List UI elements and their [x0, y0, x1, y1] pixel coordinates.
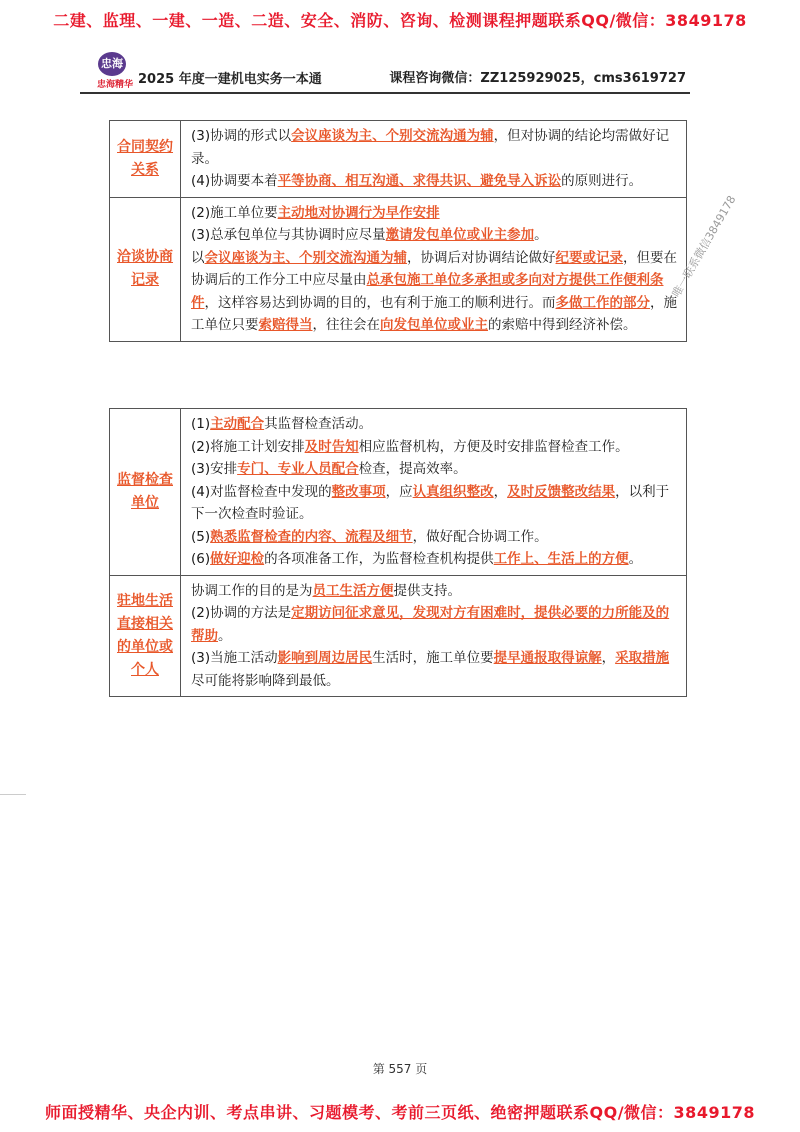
text-run: ，但对协调的结论均需做好记录。: [191, 128, 670, 167]
highlighted-phrase: 多做工作的部分: [555, 294, 650, 311]
content-paragraph: [191, 647, 678, 692]
content-paragraph: [191, 413, 678, 436]
page-number: 第 557 页: [372, 1062, 428, 1076]
book-title: 2025 年度一建机电实务一本通: [138, 72, 322, 87]
table-1-body: [110, 121, 687, 342]
text-run: ，这样容易达到协调的目的，也有利于施工的顺利进行。而: [204, 294, 556, 311]
highlighted-phrase: 邀请发包单位或业主参加: [385, 227, 535, 243]
table-row: [110, 197, 687, 341]
text-run: (5): [191, 528, 211, 545]
row-content: [181, 121, 687, 198]
highlighted-phrase: 向发包单位或业主: [380, 317, 488, 333]
page-header: [80, 52, 690, 94]
coordination-table-1: [109, 120, 687, 342]
text-run: ，应: [385, 483, 413, 500]
row-category: 监督检查单位: [110, 409, 181, 576]
content-paragraph: [191, 170, 678, 193]
text-run: 检查，提高效率。: [358, 461, 467, 477]
highlighted-phrase: 提早通报取得谅解: [493, 650, 602, 666]
text-run: ，: [601, 650, 616, 666]
text-run: 的原则进行。: [561, 173, 643, 189]
content-paragraph: [191, 602, 678, 647]
text-run: ，协调后对协调结论做好: [407, 249, 556, 266]
coordination-table-2: [109, 408, 687, 697]
text-run: 。: [534, 227, 548, 243]
highlighted-phrase: 主动配合: [210, 416, 265, 432]
highlighted-phrase: 会议座谈为主、个别交流沟通为辅: [204, 249, 407, 266]
content-paragraph: [191, 224, 678, 247]
highlighted-phrase: 平等协商、相互沟通、求得共识、避免导入诉讼: [277, 173, 562, 189]
highlighted-phrase: 会议座谈为主、个别交流沟通为辅: [291, 128, 494, 144]
text-run: 协调工作的目的是为: [191, 582, 313, 599]
content-paragraph: [191, 526, 678, 549]
logo-mark: 忠海: [98, 52, 126, 76]
logo-brand: 忠海精华: [96, 80, 133, 90]
table-2-body: [110, 409, 687, 697]
text-run: 。: [218, 627, 232, 644]
row-content: [181, 409, 687, 576]
text-run: (6): [191, 551, 211, 567]
highlighted-phrase: 员工生活方便: [312, 582, 394, 599]
highlighted-phrase: 做好迎检: [210, 551, 265, 567]
top-ad-banner: 二建、监理、一建、一造、二造、安全、消防、咨询、检测课程押题联系QQ/微信：3849178: [53, 11, 747, 30]
text-run: 的各项准备工作，为监督检查机构提供: [264, 551, 494, 567]
text-run: ，以利于下一次检查时验证。: [191, 483, 670, 522]
content-paragraph: [191, 436, 678, 459]
text-run: 以: [191, 249, 205, 266]
row-category: 洽谈协商记录: [110, 197, 181, 341]
highlighted-phrase: 认真组织整改: [412, 483, 494, 500]
margin-mark: [0, 794, 26, 795]
content-paragraph: [191, 548, 678, 571]
text-run: (1): [191, 416, 211, 432]
highlighted-phrase: 采取措施: [615, 650, 670, 666]
content-paragraph: [191, 580, 678, 603]
row-content: [181, 575, 687, 697]
bottom-ad-banner: 师面授精华、央企内训、考点串讲、习题模考、考前三页纸、绝密押题联系QQ/微信：3849178: [45, 1103, 755, 1122]
highlighted-phrase: 熟悉监督检查的内容、流程及细节: [210, 528, 413, 545]
highlighted-phrase: 及时反馈整改结果: [507, 483, 616, 500]
text-run: 生活时，施工单位要: [372, 650, 494, 666]
highlighted-phrase: 整改事项: [331, 483, 386, 500]
table-row: [110, 121, 687, 198]
text-run: 相应监督机构，方便及时安排监督检查工作。: [358, 438, 629, 455]
row-category: 驻地生活直接相关的单位或个人: [110, 575, 181, 697]
content-paragraph: [191, 202, 678, 225]
content-paragraph: [191, 247, 678, 337]
highlighted-phrase: 工作上、生活上的方便: [493, 551, 629, 567]
highlighted-phrase: 总承包施工单位多承担或多向对方提供工作便利条件: [191, 272, 664, 311]
table-row: [110, 575, 687, 697]
highlighted-phrase: 影响到周边居民: [277, 650, 373, 666]
text-run: (3)协调的形式以: [191, 128, 292, 144]
text-run: (2)施工单位要: [191, 204, 278, 221]
highlighted-phrase: 索赔得当: [258, 317, 313, 333]
highlighted-phrase: 及时告知: [304, 438, 359, 455]
content-paragraph: [191, 125, 678, 170]
text-run: 提供支持。: [393, 582, 461, 599]
text-run: (2)将施工计划安排: [191, 438, 305, 455]
text-run: ，往往会在: [312, 317, 380, 333]
highlighted-phrase: 专门、专业人员配合: [237, 461, 359, 477]
text-run: ，但要在协调后的工作分工中应尽量由: [191, 249, 677, 288]
text-run: 。: [628, 551, 643, 567]
side-watermark: 唯一联系微信3849178: [669, 193, 739, 300]
text-run: 的索赔中得到经济补偿。: [488, 317, 637, 333]
text-run: (4)协调要本着: [191, 173, 278, 189]
header-contact: 课程咨询微信：ZZ125929025，cms3619727: [389, 71, 686, 86]
text-run: 其监督检查活动。: [264, 416, 373, 432]
text-run: (3)总承包单位与其协调时应尽量: [191, 227, 386, 243]
row-category: 合同契约关系: [110, 121, 181, 198]
text-run: 尽可能将影响降到最低。: [191, 672, 340, 689]
content-paragraph: [191, 481, 678, 526]
highlighted-phrase: 定期访问征求意见，发现对方有困难时，提供必要的力所能及的帮助: [191, 605, 670, 644]
text-run: ，: [493, 483, 508, 500]
content-paragraph: [191, 458, 678, 481]
highlighted-phrase: 纪要或记录: [555, 249, 623, 266]
text-run: (4)对监督检查中发现的: [191, 483, 332, 500]
table-row: [110, 409, 687, 576]
publisher-logo: [90, 52, 140, 90]
highlighted-phrase: 主动地对协调行为早作安排: [277, 204, 440, 221]
text-run: (3)安排: [191, 461, 238, 477]
text-run: (2)协调的方法是: [191, 605, 292, 621]
text-run: ，做好配合协调工作。: [412, 528, 548, 545]
text-run: ，施工单位只要: [191, 294, 677, 333]
row-content: [181, 197, 687, 341]
text-run: (3)当施工活动: [191, 650, 278, 666]
